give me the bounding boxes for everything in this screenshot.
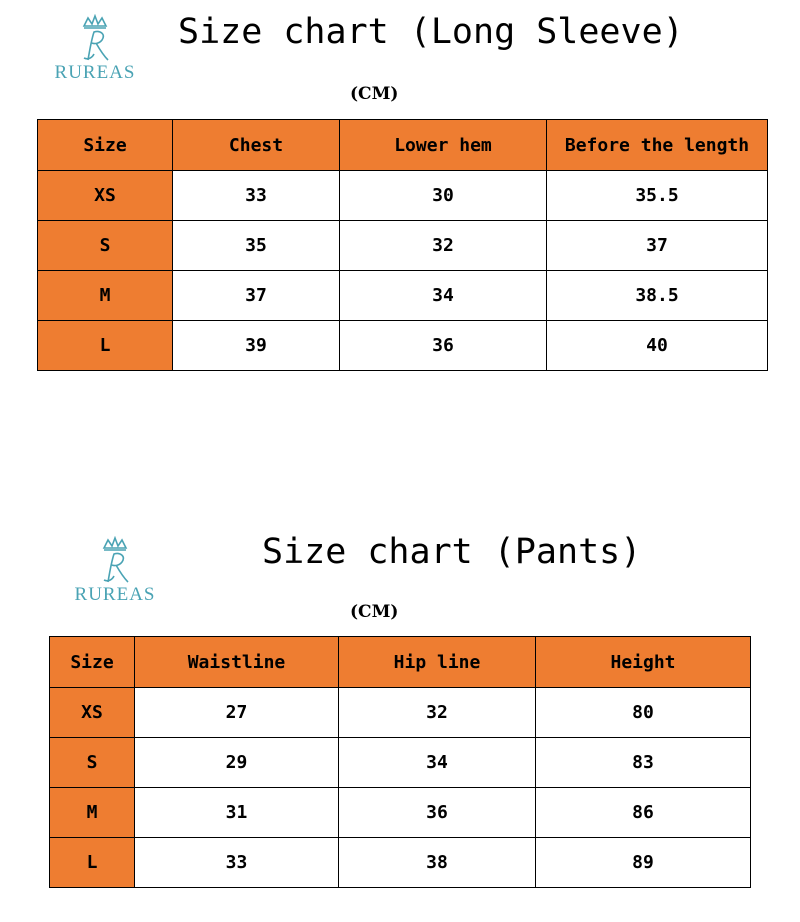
height-cell: 80 bbox=[536, 688, 751, 738]
header-cell-size: Size bbox=[38, 120, 173, 171]
length-cell: 37 bbox=[547, 221, 768, 271]
long-sleeve-section bbox=[0, 0, 800, 400]
table-row bbox=[38, 321, 768, 371]
size-cell: S bbox=[38, 221, 173, 271]
size-cell: L bbox=[38, 321, 173, 371]
pants-section bbox=[0, 520, 800, 920]
size-cell: M bbox=[38, 271, 173, 321]
waistline-cell: 31 bbox=[135, 788, 339, 838]
header-cell-chest: Chest bbox=[173, 120, 340, 171]
hip-line-cell: 34 bbox=[339, 738, 536, 788]
long-sleeve-unit: (CM) bbox=[350, 84, 399, 104]
header-cell-length: Before the length bbox=[547, 120, 768, 171]
crown-r-logo-icon bbox=[70, 14, 120, 64]
length-cell: 40 bbox=[547, 321, 768, 371]
length-cell: 35.5 bbox=[547, 171, 768, 221]
size-cell: XS bbox=[38, 171, 173, 221]
brand-logo bbox=[60, 536, 170, 606]
table-row bbox=[50, 838, 751, 888]
long-sleeve-title: Size chart (Long Sleeve) bbox=[178, 12, 684, 52]
chest-cell: 35 bbox=[173, 221, 340, 271]
size-cell: M bbox=[50, 788, 135, 838]
height-cell: 86 bbox=[536, 788, 751, 838]
size-cell: XS bbox=[50, 688, 135, 738]
brand-name: RUREAS bbox=[74, 584, 156, 605]
size-cell: S bbox=[50, 738, 135, 788]
lower-hem-cell: 34 bbox=[340, 271, 547, 321]
waistline-cell: 27 bbox=[135, 688, 339, 738]
table-row bbox=[38, 171, 768, 221]
table-row bbox=[38, 271, 768, 321]
hip-line-cell: 38 bbox=[339, 838, 536, 888]
pants-title: Size chart (Pants) bbox=[262, 532, 642, 572]
header-cell-height: Height bbox=[536, 637, 751, 688]
table-header-row bbox=[38, 120, 768, 171]
lower-hem-cell: 30 bbox=[340, 171, 547, 221]
header-cell-size: Size bbox=[50, 637, 135, 688]
pants-table bbox=[49, 636, 751, 888]
waistline-cell: 33 bbox=[135, 838, 339, 888]
pants-unit: (CM) bbox=[350, 602, 399, 622]
lower-hem-cell: 32 bbox=[340, 221, 547, 271]
header-cell-hip-line: Hip line bbox=[339, 637, 536, 688]
chest-cell: 33 bbox=[173, 171, 340, 221]
brand-logo bbox=[40, 14, 150, 84]
header-cell-waistline: Waistline bbox=[135, 637, 339, 688]
table-row bbox=[50, 738, 751, 788]
table-header-row bbox=[50, 637, 751, 688]
chest-cell: 37 bbox=[173, 271, 340, 321]
length-cell: 38.5 bbox=[547, 271, 768, 321]
table-row bbox=[50, 688, 751, 738]
height-cell: 83 bbox=[536, 738, 751, 788]
hip-line-cell: 36 bbox=[339, 788, 536, 838]
hip-line-cell: 32 bbox=[339, 688, 536, 738]
header-cell-lower-hem: Lower hem bbox=[340, 120, 547, 171]
height-cell: 89 bbox=[536, 838, 751, 888]
brand-name: RUREAS bbox=[54, 62, 136, 83]
waistline-cell: 29 bbox=[135, 738, 339, 788]
long-sleeve-table bbox=[37, 119, 768, 371]
table-row bbox=[50, 788, 751, 838]
table-row bbox=[38, 221, 768, 271]
chest-cell: 39 bbox=[173, 321, 340, 371]
lower-hem-cell: 36 bbox=[340, 321, 547, 371]
crown-r-logo-icon bbox=[90, 536, 140, 586]
size-cell: L bbox=[50, 838, 135, 888]
